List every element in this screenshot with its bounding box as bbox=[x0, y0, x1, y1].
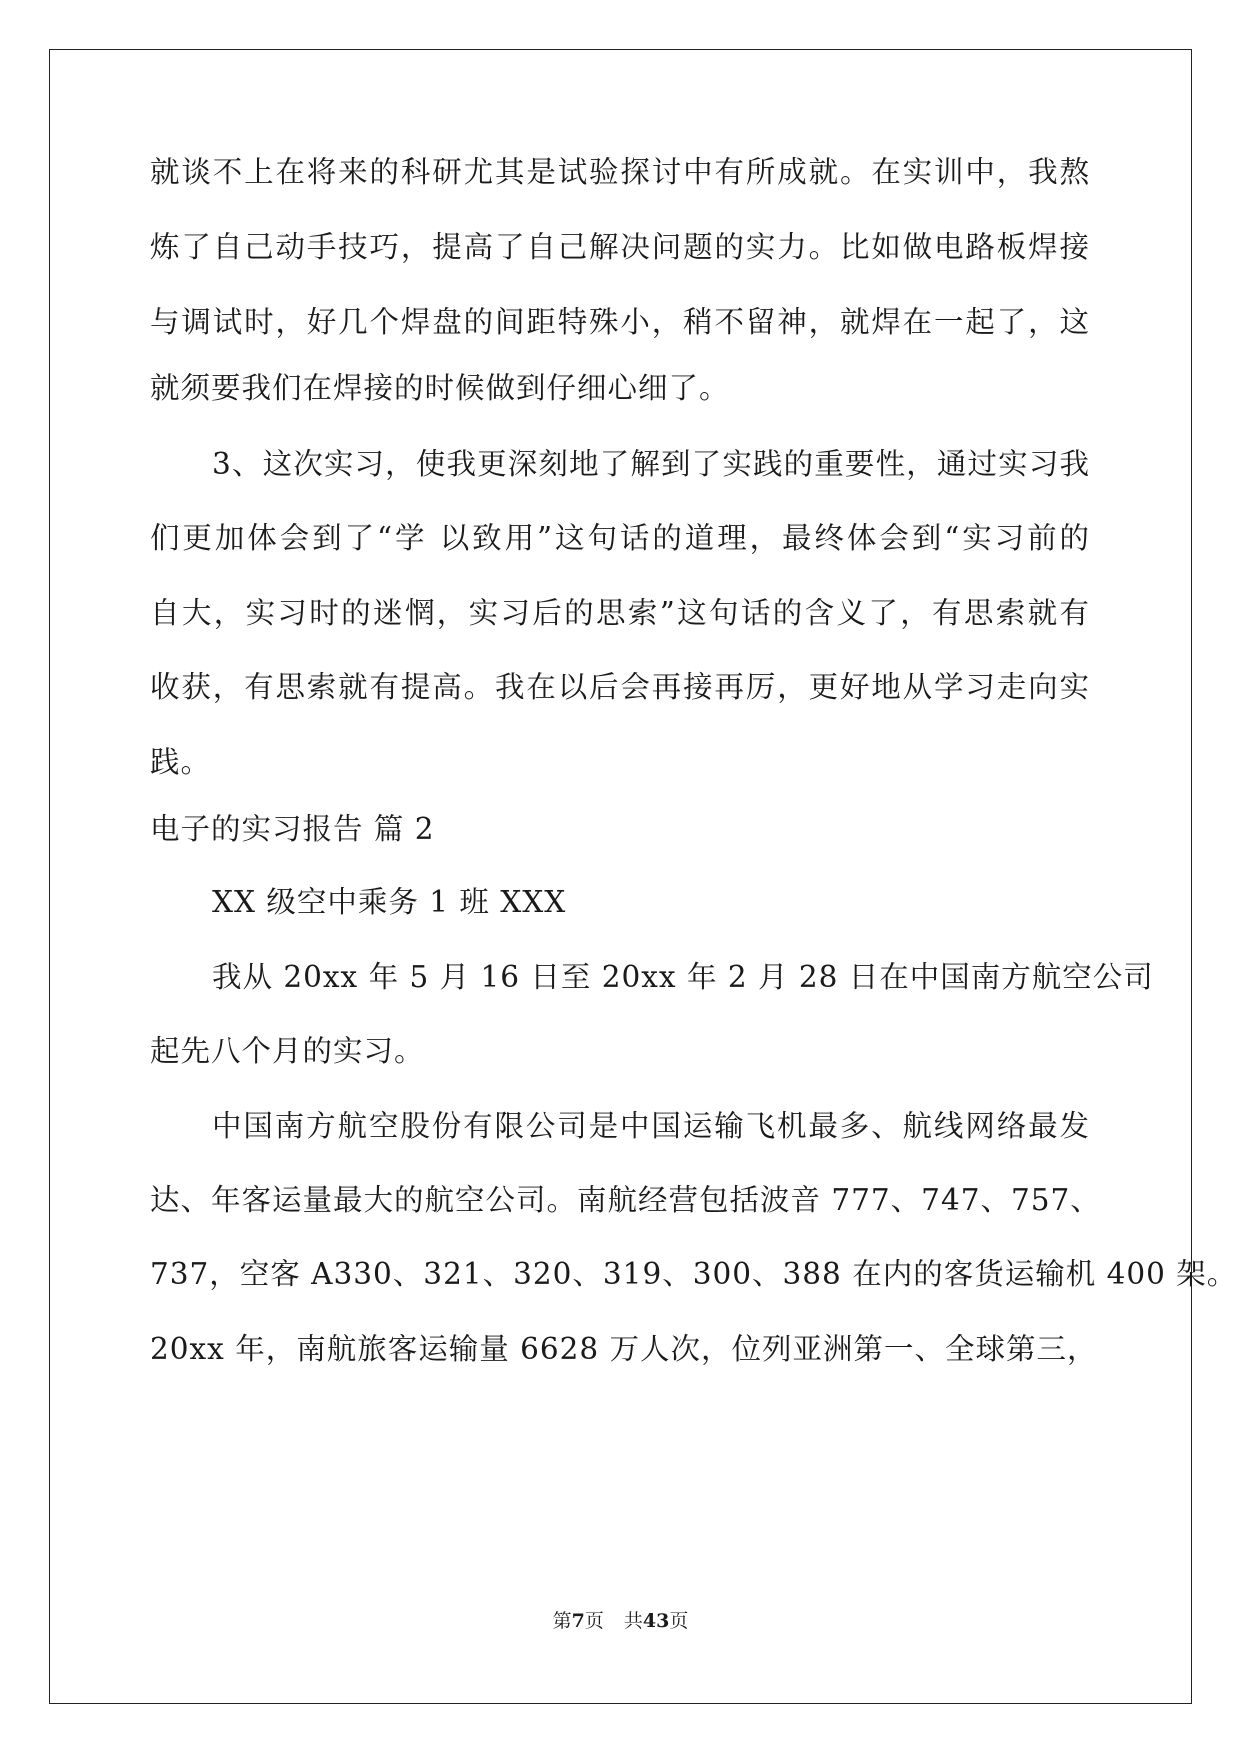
page-border bbox=[49, 49, 1238, 1704]
body-line: 我从 20xx 年 5 月 16 日至 20xx 年 2 月 28 日在中国南方航空公司 bbox=[212, 960, 1154, 994]
section-heading: 电子的实习报告 篇 2 bbox=[150, 812, 435, 846]
page-prefix: 第 bbox=[552, 1610, 572, 1632]
body-line: 就谈不上在将来的科研尤其是试验探讨中有所成就。在实训中，我熬 bbox=[150, 155, 1090, 189]
body-line: 20xx 年，南航旅客运输量 6628 万人次，位列亚洲第一、全球第三， bbox=[150, 1332, 1098, 1366]
body-line: 炼了自己动手技巧，提高了自己解决问题的实力。比如做电路板焊接 bbox=[150, 230, 1090, 264]
body-line: 中国南方航空股份有限公司是中国运输飞机最多、航线网络最发 bbox=[212, 1109, 1090, 1143]
body-line: XX 级空中乘务 1 班 XXX bbox=[212, 885, 567, 919]
total-prefix: 共 bbox=[623, 1610, 643, 1632]
body-line: 践。 bbox=[150, 745, 212, 779]
body-line: 收获，有思索就有提高。我在以后会再接再厉，更好地从学习走向实 bbox=[150, 670, 1090, 704]
page-total: 43 bbox=[642, 1610, 670, 1632]
page-current: 7 bbox=[571, 1610, 585, 1632]
total-suffix: 页 bbox=[669, 1610, 689, 1632]
page-footer bbox=[0, 1609, 1241, 1633]
body-line: 737，空客 A330、321、320、319、300、388 在内的客货运输机 400 架。 bbox=[150, 1257, 1238, 1291]
body-line: 就须要我们在焊接的时候做到仔细心细了。 bbox=[150, 371, 730, 405]
body-line: 自大，实习时的迷惘，实习后的思索”这句话的含义了，有思索就有 bbox=[150, 596, 1090, 630]
body-line: 达、年客运量最大的航空公司。南航经营包括波音 777、747、757、 bbox=[150, 1183, 1101, 1217]
body-line: 起先八个月的实习。 bbox=[150, 1034, 425, 1068]
page-mid: 页 bbox=[584, 1610, 604, 1632]
body-line: 与调试时，好几个焊盘的间距特殊小，稍不留神，就焊在一起了，这 bbox=[150, 305, 1090, 339]
body-line: 们更加体会到了“学 以致用”这句话的道理，最终体会到“实习前的 bbox=[150, 521, 1090, 555]
body-line: 3、这次实习，使我更深刻地了解到了实践的重要性，通过实习我 bbox=[212, 447, 1090, 481]
